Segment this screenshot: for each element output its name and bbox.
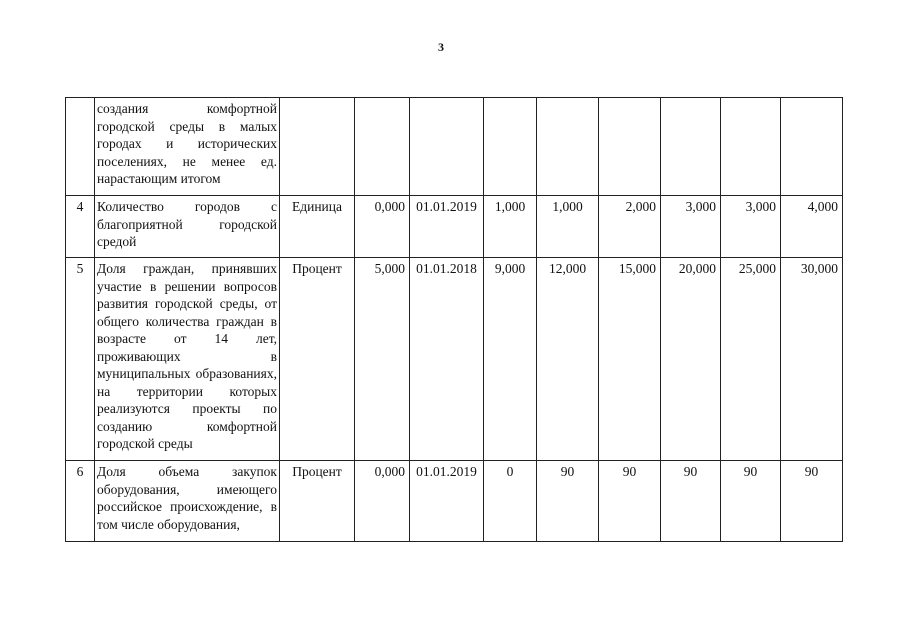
indicators-table	[65, 97, 843, 542]
value-cell: 1,000	[484, 196, 537, 258]
row-number: 6	[66, 461, 95, 542]
page-number: 3	[438, 40, 444, 54]
value-cell: 90	[721, 461, 781, 542]
unit-cell	[280, 98, 355, 196]
base-date: 01.01.2018	[410, 258, 484, 461]
value-cell	[781, 98, 843, 196]
value-cell: 90	[781, 461, 843, 542]
base-date	[410, 98, 484, 196]
value-cell: 3,000	[661, 196, 721, 258]
base-value	[355, 98, 410, 196]
value-cell	[661, 98, 721, 196]
value-cell: 12,000	[537, 258, 599, 461]
value-cell: 25,000	[721, 258, 781, 461]
value-cell: 2,000	[599, 196, 661, 258]
table-row	[66, 196, 843, 258]
indicator-name: создания комфортной городской среды в малых городах и исторических поселениях, не менее ед. нарастающим итогом	[95, 98, 280, 196]
table-row	[66, 461, 843, 542]
base-date: 01.01.2019	[410, 461, 484, 542]
value-cell: 1,000	[537, 196, 599, 258]
unit-cell: Единица	[280, 196, 355, 258]
value-cell: 90	[661, 461, 721, 542]
value-cell	[484, 98, 537, 196]
table-row	[66, 98, 843, 196]
value-cell: 90	[537, 461, 599, 542]
row-number: 4	[66, 196, 95, 258]
value-cell: 90	[599, 461, 661, 542]
value-cell: 3,000	[721, 196, 781, 258]
table-row	[66, 258, 843, 461]
base-date: 01.01.2019	[410, 196, 484, 258]
value-cell: 4,000	[781, 196, 843, 258]
value-cell: 9,000	[484, 258, 537, 461]
base-value: 0,000	[355, 196, 410, 258]
row-number	[66, 98, 95, 196]
base-value: 0,000	[355, 461, 410, 542]
value-cell: 15,000	[599, 258, 661, 461]
value-cell: 30,000	[781, 258, 843, 461]
unit-cell: Процент	[280, 461, 355, 542]
value-cell: 20,000	[661, 258, 721, 461]
value-cell	[537, 98, 599, 196]
value-cell	[721, 98, 781, 196]
value-cell: 0	[484, 461, 537, 542]
indicator-name: Количество городов с благоприятной городской средой	[95, 196, 280, 258]
value-cell	[599, 98, 661, 196]
unit-cell: Процент	[280, 258, 355, 461]
indicator-name: Доля объема закупок оборудования, имеющего российское происхождение, в том числе оборудования,	[95, 461, 280, 542]
indicator-name: Доля граждан, принявших участие в решении вопросов развития городской среды, от общего количества граждан в возрасте от 14 лет, проживающих в муниципальных образованиях, на территории которых реализуются проекты по созданию комфортной городской среды	[95, 258, 280, 461]
row-number: 5	[66, 258, 95, 461]
base-value: 5,000	[355, 258, 410, 461]
